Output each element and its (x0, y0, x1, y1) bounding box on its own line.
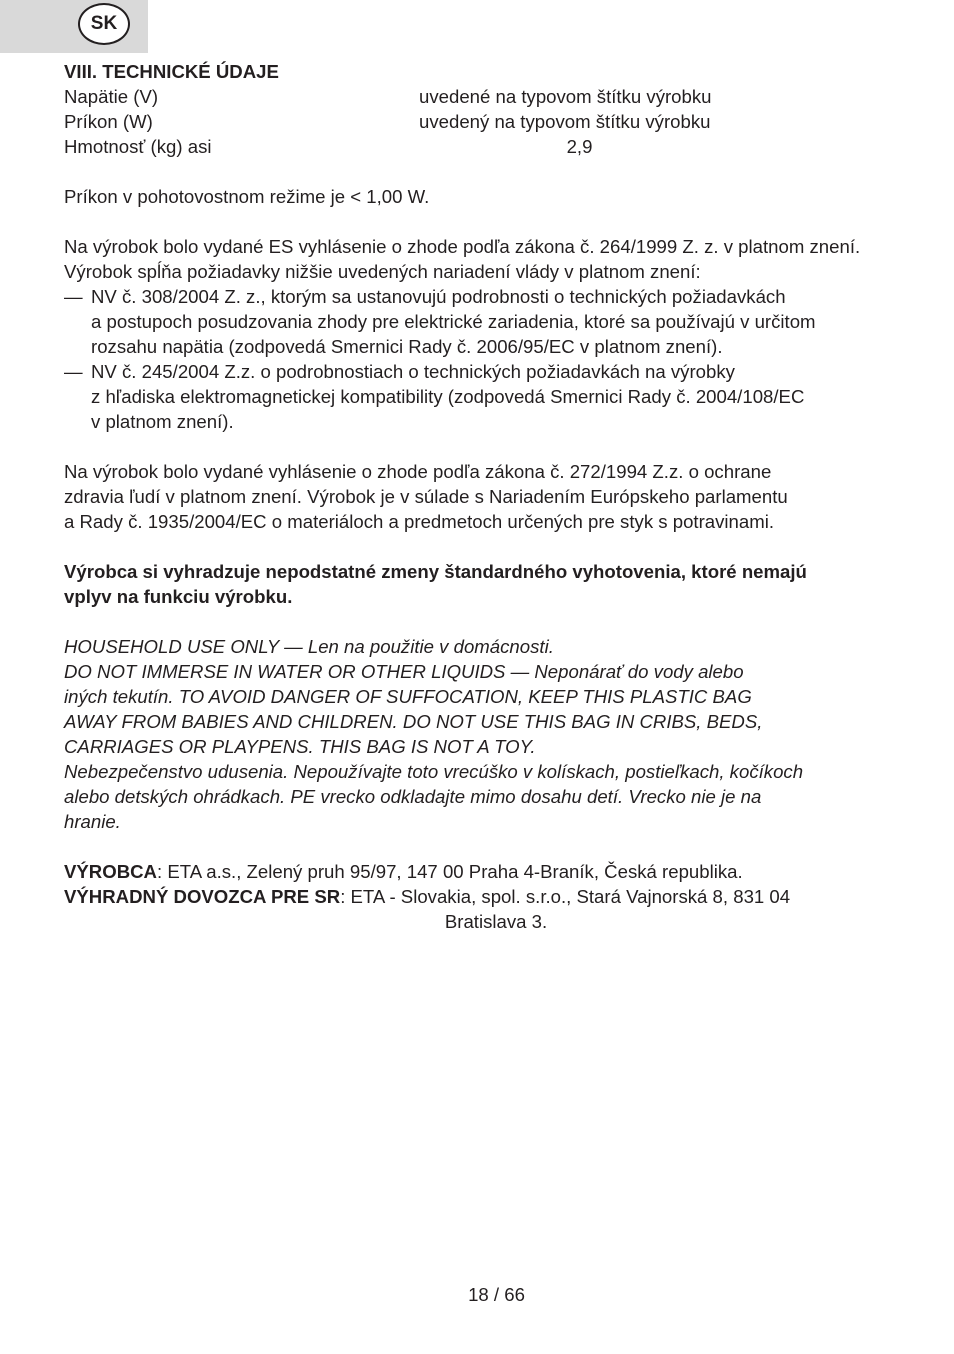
spec-label: Napätie (V) (64, 86, 159, 107)
manufacturer-note-line: vplyv na funkciu výrobku. (64, 586, 293, 607)
spec-row-power (64, 109, 904, 134)
regulation-line: rozsahu napätia (zodpovedá Smernici Rady č. 2006/95/EC v platnom znení). (91, 336, 723, 357)
regulation-item (64, 284, 904, 359)
dash-marker: — (64, 361, 83, 382)
spec-table (64, 84, 904, 159)
spec-label: Príkon (W) (64, 111, 153, 132)
spec-label: Hmotnosť (kg) asi (64, 136, 212, 157)
es-declaration-intro: Na výrobok bolo vydané ES vyhlásenie o zhode podľa zákona č. 264/1999 Z. z. v platnom znení. Výrobok spĺňa požiadavky nižšie uvedených nariadení vlády v platnom znení: (64, 236, 861, 282)
language-tab (0, 0, 148, 53)
health-declaration-line: zdravia ľudí v platnom znení. Výrobok je v súlade s Nariadením Európskeho parlamentu (64, 486, 788, 507)
health-declaration-line: Na výrobok bolo vydané vyhlásenie o zhode podľa zákona č. 272/1994 Z.z. o ochrane (64, 461, 772, 482)
manufacturer-line (64, 859, 904, 884)
regulation-line: a postupoch posudzovania zhody pre elektrické zariadenia, ktoré sa používajú v určitom (91, 311, 816, 332)
contacts (64, 859, 904, 934)
standby-power-text: Príkon v pohotovostnom režime je < 1,00 W. (64, 186, 430, 207)
spec-row-weight (64, 134, 904, 159)
regulation-line: v platnom znení). (91, 411, 234, 432)
manufacturer-note (64, 559, 904, 609)
warning-line: DO NOT IMMERSE IN WATER OR OTHER LIQUIDS — Neponárať do vody alebo (64, 661, 744, 682)
warning-line: CARRIAGES OR PLAYPENS. THIS BAG IS NOT A TOY. (64, 736, 536, 757)
warning-line: HOUSEHOLD USE ONLY — Len na použitie v domácnosti. (64, 636, 554, 657)
regulation-item (64, 359, 904, 434)
warning-line: hranie. (64, 811, 121, 832)
document-body (64, 59, 904, 934)
safety-warnings (64, 634, 904, 834)
importer-label: VÝHRADNÝ DOVOZCA PRE SR (64, 886, 341, 907)
manufacturer-value: : ETA a.s., Zelený pruh 95/97, 147 00 Praha 4-Braník, Česká republika. (156, 861, 743, 882)
section-title: VIII. TECHNICKÉ ÚDAJE (64, 61, 279, 82)
warning-line: alebo detských ohrádkach. PE vrecko odkladajte mimo dosahu detí. Vrecko nie je na (64, 786, 762, 807)
manufacturer-note-line: Výrobca si vyhradzuje nepodstatné zmeny štandardného vyhotovenia, ktoré nemajú (64, 561, 807, 582)
warning-line: AWAY FROM BABIES AND CHILDREN. DO NOT USE THIS BAG IN CRIBS, BEDS, (64, 711, 763, 732)
health-declaration (64, 459, 904, 534)
warning-line: iných tekutín. TO AVOID DANGER OF SUFFOCATION, KEEP THIS PLASTIC BAG (64, 686, 752, 707)
importer-city: Bratislava 3. (444, 911, 548, 932)
dash-marker: — (64, 286, 83, 307)
spec-value: uvedený na typovom štítku výrobku (419, 111, 711, 132)
importer-line (64, 884, 904, 909)
regulation-line: z hľadiska elektromagnetickej kompatibility (zodpovedá Smernici Rady č. 2004/108/EC (91, 386, 805, 407)
page-number: 18 / 66 (468, 1284, 525, 1305)
importer-value: : ETA - Slovakia, spol. s.r.o., Stará Vajnorská 8, 831 04 (340, 886, 791, 907)
spec-value: 2,9 (566, 136, 593, 157)
regulation-line: NV č. 308/2004 Z. z., ktorým sa ustanovujú podrobnosti o technických požiadavkách (91, 286, 786, 307)
manufacturer-label: VÝROBCA (64, 861, 157, 882)
health-declaration-line: a Rady č. 1935/2004/EC o materiáloch a predmetoch určených pre styk s potravinami. (64, 511, 775, 532)
spec-value: uvedené na typovom štítku výrobku (419, 86, 712, 107)
language-badge: SK (78, 3, 130, 45)
warning-line: Nebezpečenstvo udusenia. Nepoužívajte toto vrecúško v kolískach, postieľkach, kočíkoch (64, 761, 804, 782)
spec-row-voltage (64, 84, 904, 109)
regulation-line: NV č. 245/2004 Z.z. o podrobnostiach o technických požiadavkách na výrobky (91, 361, 735, 382)
